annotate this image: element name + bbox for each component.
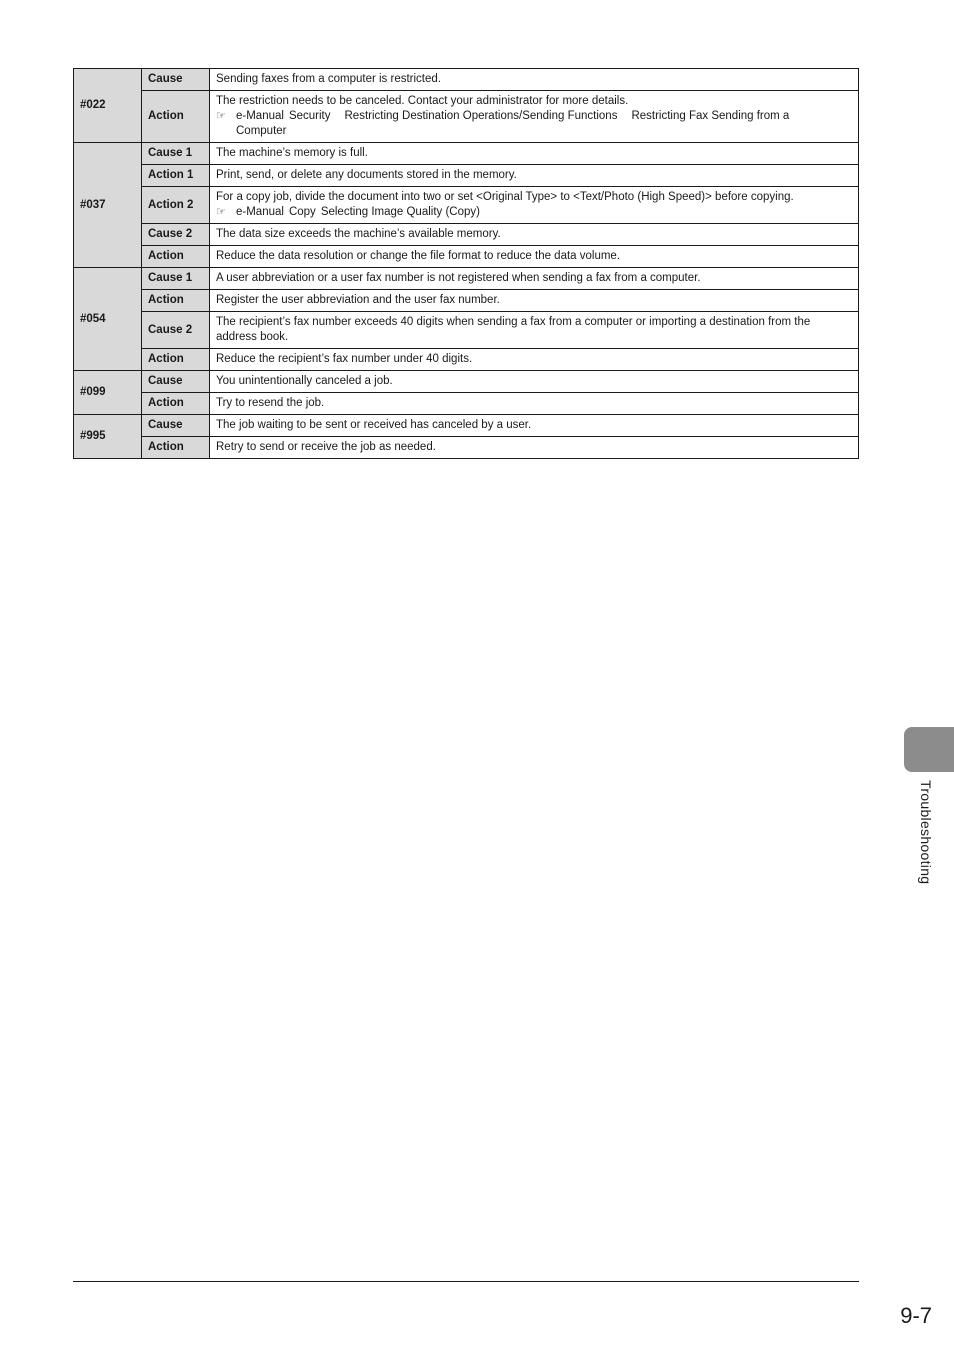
table-row	[74, 371, 859, 393]
table-row	[74, 143, 859, 165]
entry-text: Register the user abbreviation and the user fax number.	[210, 290, 859, 312]
table-row	[74, 290, 859, 312]
entry-label: Action	[142, 290, 210, 312]
entry-label: Cause 2	[142, 312, 210, 349]
entry-text: Print, send, or delete any documents stored in the memory.	[210, 165, 859, 187]
entry-label: Action	[142, 393, 210, 415]
error-code: #054	[74, 268, 142, 371]
error-code: #099	[74, 371, 142, 415]
entry-text: For a copy job, divide the document into two or set <Original Type> to <Text/Photo (High Speed)> before copying.	[216, 191, 794, 203]
entry-text: The data size exceeds the machine’s available memory.	[210, 224, 859, 246]
table-row	[74, 246, 859, 268]
pointing-hand-icon: ☞	[216, 110, 226, 122]
footer-divider	[73, 1281, 859, 1282]
error-code: #037	[74, 143, 142, 268]
entry-label: Action 2	[142, 187, 210, 224]
entry-text: Reduce the recipient’s fax number under 40 digits.	[210, 349, 859, 371]
error-code: #022	[74, 69, 142, 143]
entry-text: The restriction needs to be canceled. Contact your administrator for more details.	[216, 95, 629, 107]
table-row	[74, 224, 859, 246]
manual-reference[interactable]: ☞ e-Manual Security Restricting Destination Operations/Sending Functions Restricting Fax Sending from a Computer	[216, 110, 790, 137]
entry-text: Sending faxes from a computer is restricted.	[210, 69, 859, 91]
entry-label: Cause	[142, 371, 210, 393]
entry-text: Retry to send or receive the job as needed.	[210, 437, 859, 459]
entry-label: Action 1	[142, 165, 210, 187]
table-row	[74, 415, 859, 437]
entry-label: Cause 1	[142, 268, 210, 290]
entry-text: You unintentionally canceled a job.	[210, 371, 859, 393]
entry-label: Cause	[142, 415, 210, 437]
table-row	[74, 312, 859, 349]
pointing-hand-icon: ☞	[216, 206, 226, 218]
table-row	[74, 393, 859, 415]
page-number: 9-7	[900, 1303, 932, 1328]
error-code: #995	[74, 415, 142, 459]
entry-label: Action	[142, 437, 210, 459]
entry-label: Cause	[142, 69, 210, 91]
entry-text: Try to resend the job.	[210, 393, 859, 415]
table-row	[74, 268, 859, 290]
entry-label: Action	[142, 349, 210, 371]
table-row	[74, 69, 859, 91]
table-row	[74, 349, 859, 371]
error-code-table	[73, 68, 859, 459]
entry-text-with-reference	[210, 187, 859, 224]
entry-text: The machine’s memory is full.	[210, 143, 859, 165]
entry-text: Reduce the data resolution or change the file format to reduce the data volume.	[210, 246, 859, 268]
chapter-tab[interactable]	[904, 727, 954, 772]
entry-label: Cause 2	[142, 224, 210, 246]
table-row	[74, 165, 859, 187]
entry-text: The recipient’s fax number exceeds 40 digits when sending a fax from a computer or importing a destination from the address book.	[210, 312, 859, 349]
entry-text: A user abbreviation or a user fax number is not registered when sending a fax from a computer.	[210, 268, 859, 290]
entry-text-with-reference	[210, 91, 859, 143]
entry-label: Action	[142, 91, 210, 143]
table-row	[74, 91, 859, 143]
chapter-tab-label: Troubleshooting	[918, 780, 934, 885]
entry-text: The job waiting to be sent or received has canceled by a user.	[210, 415, 859, 437]
entry-label: Action	[142, 246, 210, 268]
entry-label: Cause 1	[142, 143, 210, 165]
table-row	[74, 437, 859, 459]
manual-reference[interactable]: ☞ e-Manual Copy Selecting Image Quality (Copy)	[216, 206, 480, 218]
table-row	[74, 187, 859, 224]
